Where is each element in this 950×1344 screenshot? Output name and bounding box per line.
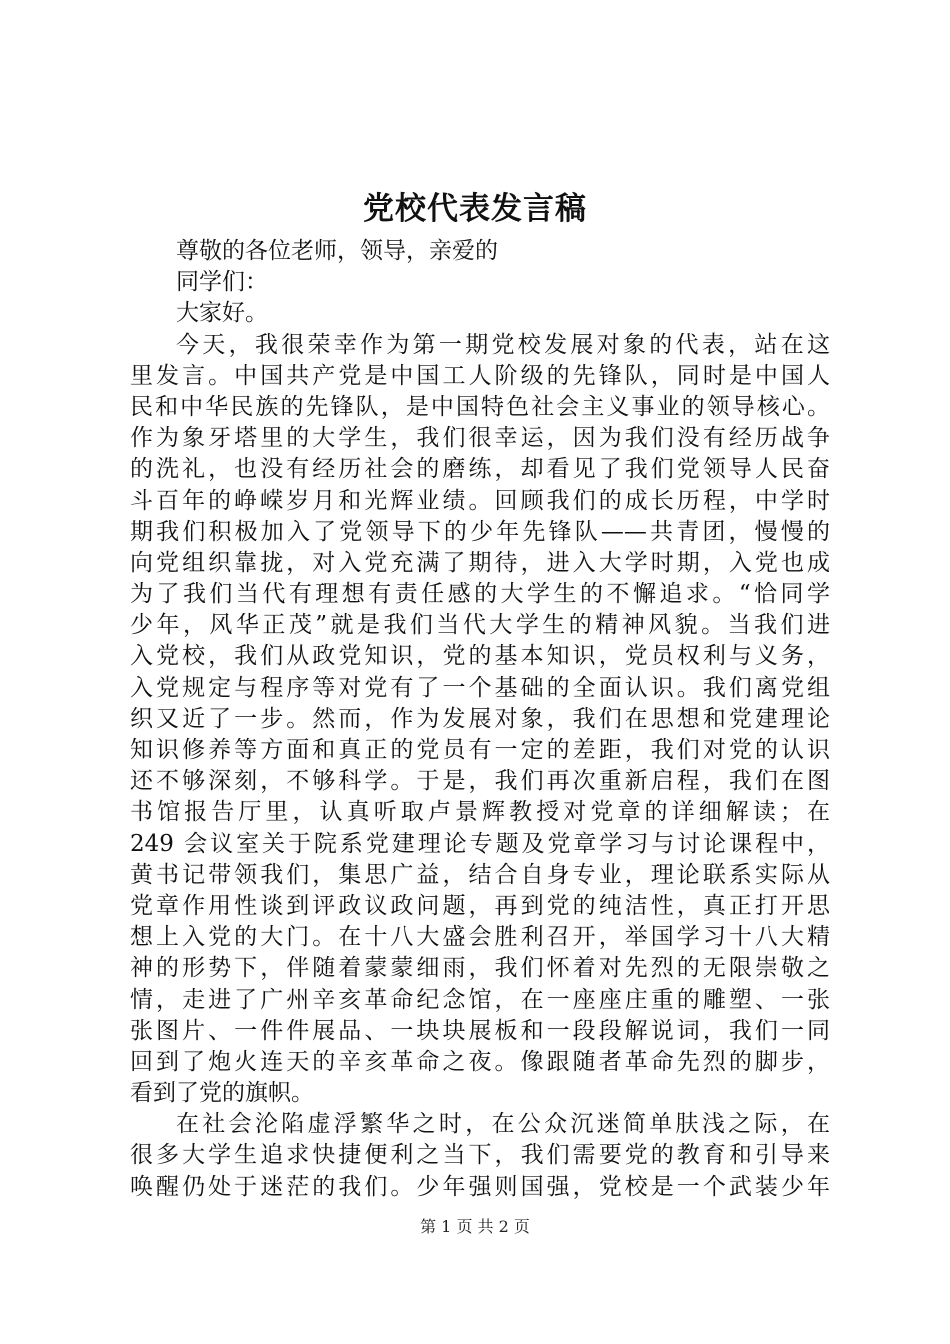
paragraph-1-line: 为了我们当代有理想有责任感的大学生的不懈追求。“恰同学 [130, 581, 830, 608]
paragraph-1-line: 知识修养等方面和真正的党员有一定的差距，我们对党的认识 [130, 737, 830, 763]
paragraph-1-line: 党章作用性谈到评政议政问题，再到党的纯洁性，真正打开思 [130, 892, 830, 919]
paragraph-1-line: 斗百年的峥嵘岁月和光辉业绩。回顾我们的成长历程，中学时 [130, 487, 830, 514]
paragraph-1-line: 织又近了一步。然而，作为发展对象，我们在思想和党建理论 [130, 705, 830, 732]
paragraph-1-line: 的洗礼，也没有经历社会的磨练，却看见了我们党领导人民奋 [130, 456, 830, 483]
paragraph-1-line: 里发言。中国共产党是中国工人阶级的先锋队，同时是中国人 [130, 362, 830, 389]
salutation-line: 同学们： [176, 269, 268, 296]
paragraph-1-line: 情，走进了广州辛亥革命纪念馆，在一座座庄重的雕塑、一张 [130, 986, 830, 1013]
paragraph-1-line: 作为象牙塔里的大学生，我们很幸运，因为我们没有经历战争 [130, 425, 830, 452]
paragraph-1-line: 民和中华民族的先锋队，是中国特色社会主义事业的领导核心。 [130, 393, 830, 420]
paragraph-1-line: 张图片、一件件展品、一块块展板和一段段解说词，我们一同 [130, 1017, 830, 1044]
document-title: 党校代表发言稿 [363, 191, 587, 227]
paragraph-1-line: 入党规定与程序等对党有了一个基础的全面认识。我们离党组 [130, 674, 830, 701]
paragraph-1-line: 249 会议室关于院系党建理论专题及党章学习与讨论课程中， [130, 830, 830, 857]
paragraph-1-line: 想上入党的大门。在十八大盛会胜利召开，举国学习十八大精 [130, 924, 830, 951]
paragraph-1-line: 黄书记带领我们，集思广益，结合自身专业，理论联系实际从 [130, 861, 830, 888]
page-footer: 第 1 页 共 2 页 [420, 1217, 530, 1236]
paragraph-1-line: 今天，我很荣幸作为第一期党校发展对象的代表，站在这 [176, 331, 830, 358]
paragraph-1-line: 向党组织靠拢，对入党充满了期待，进入大学时期，入党也成 [130, 549, 830, 576]
greeting-line: 大家好。 [176, 300, 268, 327]
paragraph-1-line: 神的形势下，伴随着蒙蒙细雨，我们怀着对先烈的无限崇敬之 [130, 955, 830, 982]
paragraph-1-line: 入党校，我们从政党知识，党的基本知识，党员权利与义务， [130, 643, 830, 670]
paragraph-1-line: 看到了党的旗帜。 [130, 1080, 314, 1107]
paragraph-2-line: 在社会沦陷虚浮繁华之时，在公众沉迷简单肤浅之际，在 [176, 1111, 830, 1138]
salutation-line: 尊敬的各位老师，领导，亲爱的 [176, 238, 498, 264]
document-body [130, 236, 830, 1203]
paragraph-1-line: 书馆报告厅里，认真听取卢景辉教授对党章的详细解读；在 [130, 799, 830, 826]
paragraph-1-line: 期我们积极加入了党领导下的少年先锋队——共青团，慢慢的 [130, 518, 830, 545]
paragraph-1-line: 回到了炮火连天的辛亥革命之夜。像跟随者革命先烈的脚步， [130, 1048, 830, 1075]
paragraph-1-line: 少年，风华正茂”就是我们当代大学生的精神风貌。当我们进 [130, 612, 830, 639]
paragraph-2-line: 唤醒仍处于迷茫的我们。少年强则国强，党校是一个武装少年 [130, 1173, 830, 1200]
paragraph-1-line: 还不够深刻，不够科学。于是，我们再次重新启程，我们在图 [130, 768, 830, 795]
paragraph-2-line: 很多大学生追求快捷便利之当下，我们需要党的教育和引导来 [130, 1142, 830, 1169]
